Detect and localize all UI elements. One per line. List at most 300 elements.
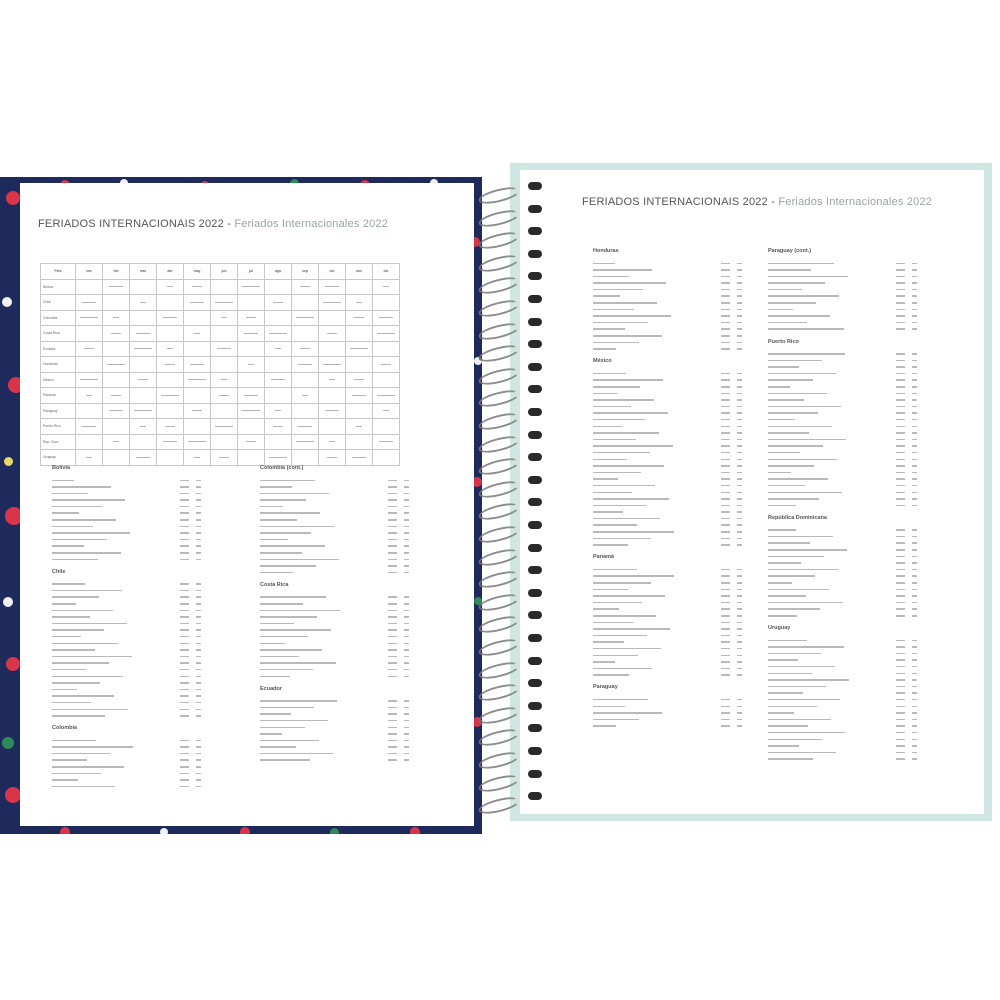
holiday-line: [593, 529, 783, 536]
date-cell: [103, 310, 130, 326]
holiday-line: [768, 540, 958, 547]
date-cell: [211, 434, 238, 450]
table-row: [41, 341, 400, 357]
holiday-line: [260, 530, 450, 537]
table-header-cell: oct: [319, 264, 346, 280]
holiday-line: [768, 703, 958, 710]
holiday-line: [260, 543, 450, 550]
date-cell: [130, 419, 157, 435]
flower-pattern: [410, 827, 420, 834]
date-cell: [211, 450, 238, 466]
holiday-line: [768, 736, 958, 743]
date-cell: [265, 388, 292, 404]
binding-hole: [528, 679, 542, 687]
section-header: Bolivia: [52, 465, 71, 471]
date-cell: [103, 341, 130, 357]
date-cell: [76, 310, 103, 326]
date-cell: [184, 295, 211, 311]
holiday-line: [593, 416, 783, 423]
date-cell: [76, 450, 103, 466]
section-header: México: [593, 358, 612, 365]
date-cell: [103, 388, 130, 404]
holiday-line: [52, 764, 242, 771]
holiday-line: [593, 573, 783, 580]
holiday-line: [768, 580, 958, 587]
table-row: [41, 372, 400, 388]
section-header: Ecuador: [260, 685, 283, 692]
binding-hole: [528, 702, 542, 710]
date-cell: [346, 310, 373, 326]
date-cell: [346, 419, 373, 435]
binding-hole: [528, 453, 542, 461]
holiday-line: [260, 653, 450, 660]
date-cell: [319, 310, 346, 326]
holiday-line: [260, 704, 450, 711]
section-header: Chile: [52, 568, 66, 575]
date-cell: [319, 341, 346, 357]
binding-hole: [528, 544, 542, 552]
date-cell: [238, 403, 265, 419]
holiday-line: [768, 690, 958, 697]
holiday-line: [768, 286, 958, 293]
binding-hole: [528, 295, 542, 303]
date-cell: [346, 434, 373, 450]
holiday-line: [52, 757, 242, 764]
holiday-line: [52, 770, 242, 777]
holiday-section: [52, 465, 242, 563]
country-cell: Costa Rica: [41, 326, 76, 342]
date-cell: [103, 295, 130, 311]
holiday-line: [768, 644, 958, 651]
holiday-line: [593, 703, 783, 710]
date-cell: [265, 372, 292, 388]
country-cell: Puerto Rico: [41, 419, 76, 435]
date-cell: [211, 388, 238, 404]
date-cell: [292, 326, 319, 342]
date-cell: [238, 326, 265, 342]
table-row: [41, 388, 400, 404]
date-cell: [157, 450, 184, 466]
holiday-section: [768, 339, 958, 509]
date-cell: [373, 295, 400, 311]
holiday-line: [52, 653, 242, 660]
date-cell: [157, 434, 184, 450]
flower-pattern: [6, 191, 20, 205]
date-cell: [211, 295, 238, 311]
holiday-table: [40, 263, 400, 466]
holiday-line: [768, 351, 958, 358]
date-cell: [373, 372, 400, 388]
binding-hole: [528, 634, 542, 642]
country-cell: Honduras: [41, 357, 76, 373]
holiday-line: [593, 489, 783, 496]
holiday-line: [768, 377, 958, 384]
holiday-line: [768, 357, 958, 364]
holiday-line: [768, 696, 958, 703]
date-cell: [103, 450, 130, 466]
holiday-line: [768, 677, 958, 684]
date-cell: [157, 403, 184, 419]
holiday-line: [593, 710, 783, 717]
flower-pattern: [240, 827, 250, 834]
date-cell: [292, 403, 319, 419]
date-cell: [103, 279, 130, 295]
table-row: [41, 279, 400, 295]
date-cell: [211, 419, 238, 435]
holiday-line: [52, 601, 242, 608]
holiday-section: [52, 725, 242, 790]
date-cell: [157, 341, 184, 357]
date-cell: [184, 341, 211, 357]
date-cell: [184, 357, 211, 373]
table-header-cell: sep: [292, 264, 319, 280]
flower-pattern: [60, 827, 70, 834]
date-cell: [319, 279, 346, 295]
date-cell: [373, 326, 400, 342]
holiday-line: [768, 384, 958, 391]
holiday-line: [260, 497, 450, 504]
holiday-line: [52, 633, 242, 640]
holiday-line: [768, 683, 958, 690]
holiday-line: [260, 640, 450, 647]
binding-hole: [528, 566, 542, 574]
holiday-line: [260, 503, 450, 510]
date-cell: [130, 450, 157, 466]
holiday-line: [593, 403, 783, 410]
binding-hole: [528, 182, 542, 190]
date-cell: [184, 403, 211, 419]
holiday-line: [768, 599, 958, 606]
date-cell: [76, 434, 103, 450]
section-header: Panamá: [593, 554, 615, 561]
date-cell: [211, 310, 238, 326]
date-cell: [373, 388, 400, 404]
flower-pattern: [160, 828, 168, 834]
holiday-line: [260, 666, 450, 673]
binding-hole: [528, 250, 542, 258]
holiday-line: [52, 497, 242, 504]
binding-hole: [528, 770, 542, 778]
holiday-line: [260, 737, 450, 744]
holiday-line: [260, 556, 450, 563]
date-cell: [184, 388, 211, 404]
holiday-line: [260, 550, 450, 557]
binding-hole: [528, 521, 542, 529]
holiday-line: [593, 397, 783, 404]
table-header-cell: País: [41, 264, 76, 280]
holiday-line: [593, 606, 783, 613]
flower-pattern: [2, 737, 14, 749]
holiday-line: [52, 556, 242, 563]
left-page: [20, 183, 474, 826]
holiday-line: [768, 560, 958, 567]
holiday-line: [52, 699, 242, 706]
date-cell: [265, 326, 292, 342]
holiday-line: [768, 586, 958, 593]
binding-hole: [528, 792, 542, 800]
binding-hole: [528, 476, 542, 484]
title-separator: -: [223, 218, 235, 230]
holiday-line: [593, 482, 783, 489]
date-cell: [103, 357, 130, 373]
holiday-line: [768, 710, 958, 717]
date-cell: [103, 326, 130, 342]
date-cell: [319, 403, 346, 419]
date-cell: [184, 372, 211, 388]
date-cell: [292, 372, 319, 388]
holiday-line: [768, 482, 958, 489]
holiday-line: [52, 660, 242, 667]
date-cell: [184, 326, 211, 342]
table-header-cell: may: [184, 264, 211, 280]
holiday-line: [593, 476, 783, 483]
holiday-line: [593, 326, 783, 333]
holiday-line: [260, 698, 450, 705]
holiday-line: [768, 293, 958, 300]
date-cell: [346, 372, 373, 388]
holiday-line: [52, 783, 242, 790]
holiday-line: [593, 502, 783, 509]
date-cell: [292, 295, 319, 311]
left-column-1: [52, 465, 242, 796]
section-header: Puerto Rico: [768, 338, 799, 345]
holiday-line: [52, 510, 242, 517]
holiday-section: [593, 554, 783, 678]
holiday-line: [768, 723, 958, 730]
holiday-line: [52, 647, 242, 654]
date-cell: [157, 419, 184, 435]
date-cell: [211, 357, 238, 373]
holiday-line: [593, 619, 783, 626]
holiday-line: [52, 614, 242, 621]
holiday-line: [593, 469, 783, 476]
date-cell: [76, 341, 103, 357]
holiday-line: [593, 509, 783, 516]
holiday-line: [593, 639, 783, 646]
holiday-line: [768, 364, 958, 371]
holiday-line: [768, 657, 958, 664]
date-cell: [211, 372, 238, 388]
holiday-line: [593, 456, 783, 463]
holiday-line: [52, 706, 242, 713]
date-cell: [238, 450, 265, 466]
date-cell: [346, 357, 373, 373]
holiday-section: [52, 569, 242, 719]
section-header: República Dominicana: [768, 514, 827, 521]
holiday-line: [768, 573, 958, 580]
holiday-line: [260, 647, 450, 654]
section-header: Colombia: [52, 725, 78, 732]
table-header-cell: dic: [373, 264, 400, 280]
holiday-line: [593, 496, 783, 503]
binding-hole: [528, 408, 542, 416]
holiday-line: [768, 593, 958, 600]
left-page-title: [38, 218, 388, 230]
holiday-section: [768, 625, 958, 762]
date-cell: [76, 388, 103, 404]
holiday-line: [260, 536, 450, 543]
date-cell: [319, 434, 346, 450]
date-cell: [130, 295, 157, 311]
holiday-line: [768, 489, 958, 496]
holiday-line: [768, 533, 958, 540]
holiday-line: [768, 670, 958, 677]
date-cell: [238, 372, 265, 388]
holiday-line: [52, 477, 242, 484]
right-page: [520, 170, 984, 814]
holiday-line: [768, 449, 958, 456]
holiday-section: [593, 248, 783, 352]
date-cell: [103, 419, 130, 435]
table-header-cell: nov: [346, 264, 373, 280]
date-cell: [292, 357, 319, 373]
date-cell: [238, 388, 265, 404]
binding-hole: [528, 431, 542, 439]
holiday-section: [768, 515, 958, 619]
title-text: FERIADOS INTERNACIONAIS 2022: [38, 218, 224, 230]
holiday-line: [593, 430, 783, 437]
date-cell: [130, 357, 157, 373]
flower-pattern: [2, 297, 12, 307]
date-cell: [292, 388, 319, 404]
date-cell: [130, 279, 157, 295]
date-cell: [265, 341, 292, 357]
holiday-line: [593, 377, 783, 384]
holiday-line: [768, 390, 958, 397]
date-cell: [184, 279, 211, 295]
holiday-line: [260, 724, 450, 731]
holiday-line: [260, 510, 450, 517]
holiday-line: [768, 273, 958, 280]
holiday-line: [768, 403, 958, 410]
country-cell: Chile: [41, 295, 76, 311]
holiday-line: [52, 523, 242, 530]
holiday-line: [768, 743, 958, 750]
holiday-line: [768, 476, 958, 483]
holiday-line: [593, 260, 783, 267]
date-cell: [76, 357, 103, 373]
date-cell: [238, 295, 265, 311]
section-header: Honduras: [593, 248, 619, 254]
date-cell: [319, 326, 346, 342]
date-cell: [292, 279, 319, 295]
holiday-line: [593, 390, 783, 397]
holiday-line: [260, 711, 450, 718]
date-cell: [211, 341, 238, 357]
holiday-line: [593, 313, 783, 320]
binding-hole: [528, 724, 542, 732]
date-cell: [211, 326, 238, 342]
binding-hole: [528, 589, 542, 597]
binding-hole: [528, 205, 542, 213]
holiday-line: [593, 632, 783, 639]
holiday-line: [52, 484, 242, 491]
binding-hole: [528, 227, 542, 235]
holiday-line: [593, 273, 783, 280]
date-cell: [211, 279, 238, 295]
date-cell: [76, 295, 103, 311]
country-cell: Paraguay: [41, 403, 76, 419]
date-cell: [76, 279, 103, 295]
date-cell: [319, 295, 346, 311]
holiday-line: [768, 553, 958, 560]
holiday-line: [52, 750, 242, 757]
date-cell: [184, 310, 211, 326]
date-cell: [373, 434, 400, 450]
date-cell: [184, 419, 211, 435]
holiday-line: [593, 436, 783, 443]
holiday-line: [260, 484, 450, 491]
country-cell: Colombia: [41, 310, 76, 326]
date-cell: [292, 310, 319, 326]
holiday-line: [52, 686, 242, 693]
holiday-line: [52, 627, 242, 634]
holiday-line: [768, 606, 958, 613]
date-cell: [238, 419, 265, 435]
holiday-line: [593, 652, 783, 659]
holiday-line: [768, 306, 958, 313]
holiday-line: [52, 536, 242, 543]
holiday-section: [260, 465, 450, 576]
holiday-line: [768, 566, 958, 573]
holiday-line: [260, 744, 450, 751]
flower-pattern: [330, 828, 339, 834]
flower-pattern: [3, 597, 13, 607]
holiday-line: [768, 456, 958, 463]
holiday-line: [52, 666, 242, 673]
left-column-2: [260, 465, 450, 770]
holiday-line: [260, 717, 450, 724]
holiday-line: [593, 443, 783, 450]
date-cell: [346, 450, 373, 466]
country-cell: Panamá: [41, 388, 76, 404]
date-cell: [103, 372, 130, 388]
date-cell: [157, 357, 184, 373]
holiday-line: [260, 523, 450, 530]
holiday-line: [593, 599, 783, 606]
holiday-line: [768, 267, 958, 274]
holiday-line: [260, 569, 450, 576]
date-cell: [346, 388, 373, 404]
holiday-line: [260, 477, 450, 484]
holiday-line: [260, 594, 450, 601]
holiday-line: [52, 490, 242, 497]
holiday-line: [768, 527, 958, 534]
holiday-line: [260, 633, 450, 640]
section-header: Uruguay: [768, 625, 791, 632]
holiday-line: [260, 563, 450, 570]
holiday-line: [593, 370, 783, 377]
date-cell: [292, 419, 319, 435]
date-cell: [373, 403, 400, 419]
date-cell: [265, 419, 292, 435]
date-cell: [184, 434, 211, 450]
holiday-section: [260, 582, 450, 680]
table-row: [41, 419, 400, 435]
date-cell: [346, 341, 373, 357]
holiday-line: [52, 581, 242, 588]
holiday-line: [768, 313, 958, 320]
holiday-line: [768, 663, 958, 670]
holiday-line: [593, 613, 783, 620]
date-cell: [157, 310, 184, 326]
right-page-title: [582, 196, 932, 208]
subtitle-text: Feriados Internacionales 2022: [778, 196, 933, 208]
title-text: FERIADOS INTERNACIONAIS 2022: [582, 196, 768, 208]
date-cell: [373, 419, 400, 435]
country-cell: Bolivia: [41, 279, 76, 295]
title-separator: -: [767, 196, 779, 208]
